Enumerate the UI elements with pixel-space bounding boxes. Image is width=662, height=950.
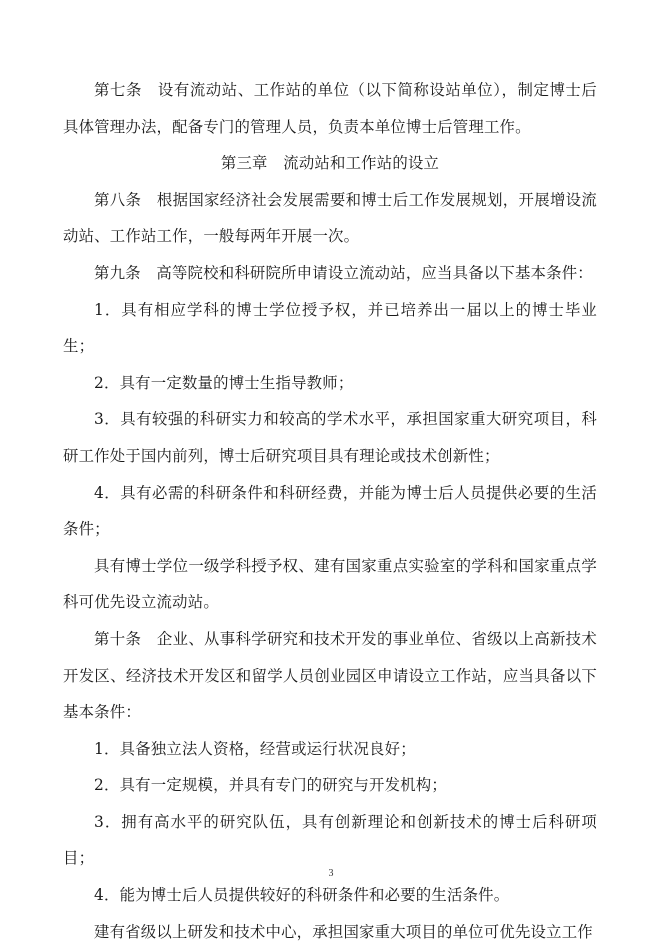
page-number: 3 bbox=[328, 868, 334, 879]
article-10: 第十条 企业、从事科学研究和技术开发的事业单位、省级以上高新技术开发区、经济技术开发区和留学人员创业园区申请设立工作站，应当具备以下基本条件： bbox=[63, 629, 597, 722]
article-10-item-2: 2．具有一定规模，并具有专门的研究与开发机构； bbox=[94, 776, 447, 795]
article-9-item-3: 3．具有较强的科研实力和较高的学术水平，承担国家重大研究项目，科研工作处于国内前列，博士后研究项目具有理论或技术创新性； bbox=[63, 410, 597, 465]
article-10-item-4: 4．能为博士后人员提供较好的科研条件和必要的生活条件。 bbox=[94, 886, 510, 905]
article-9-item-2: 2．具有一定数量的博士生指导教师； bbox=[94, 373, 354, 392]
article-10-item-1: 1．具备独立法人资格，经营或运行状况良好； bbox=[94, 739, 416, 758]
chapter-heading: 第三章 流动站和工作站的设立 bbox=[220, 154, 440, 173]
article-8: 第八条 根据国家经济社会发展需要和博士后工作发展规划，开展增设流动站、工作站工作，一般每两年开展一次。 bbox=[63, 190, 597, 246]
article-9-item-1: 1．具有相应学科的博士学位授予权，并已培养出一届以上的博士毕业生； bbox=[63, 300, 597, 356]
article-9-item-4: 4．具有必需的科研条件和科研经费，并能为博士后人员提供必要的生活条件； bbox=[63, 483, 597, 539]
article-7: 第七条 设有流动站、工作站的单位（以下简称设站单位），制定博士后具体管理办法，配备专门的管理人员，负责本单位博士后管理工作。 bbox=[63, 81, 597, 136]
page-body bbox=[63, 72, 597, 950]
article-9-priority: 具有博士学位一级学科授予权、建有国家重点实验室的学科和国家重点学科可优先设立流动站。 bbox=[63, 556, 597, 612]
article-9: 第九条 高等院校和科研院所申请设立流动站，应当具备以下基本条件： bbox=[94, 263, 593, 282]
article-10-item-3: 3．拥有高水平的研究队伍，具有创新理论和创新技术的博士后科研项目； bbox=[63, 812, 597, 868]
article-10-priority: 建有省级以上研发和技术中心，承担国家重大项目的单位可优先设立工作 bbox=[94, 922, 593, 941]
